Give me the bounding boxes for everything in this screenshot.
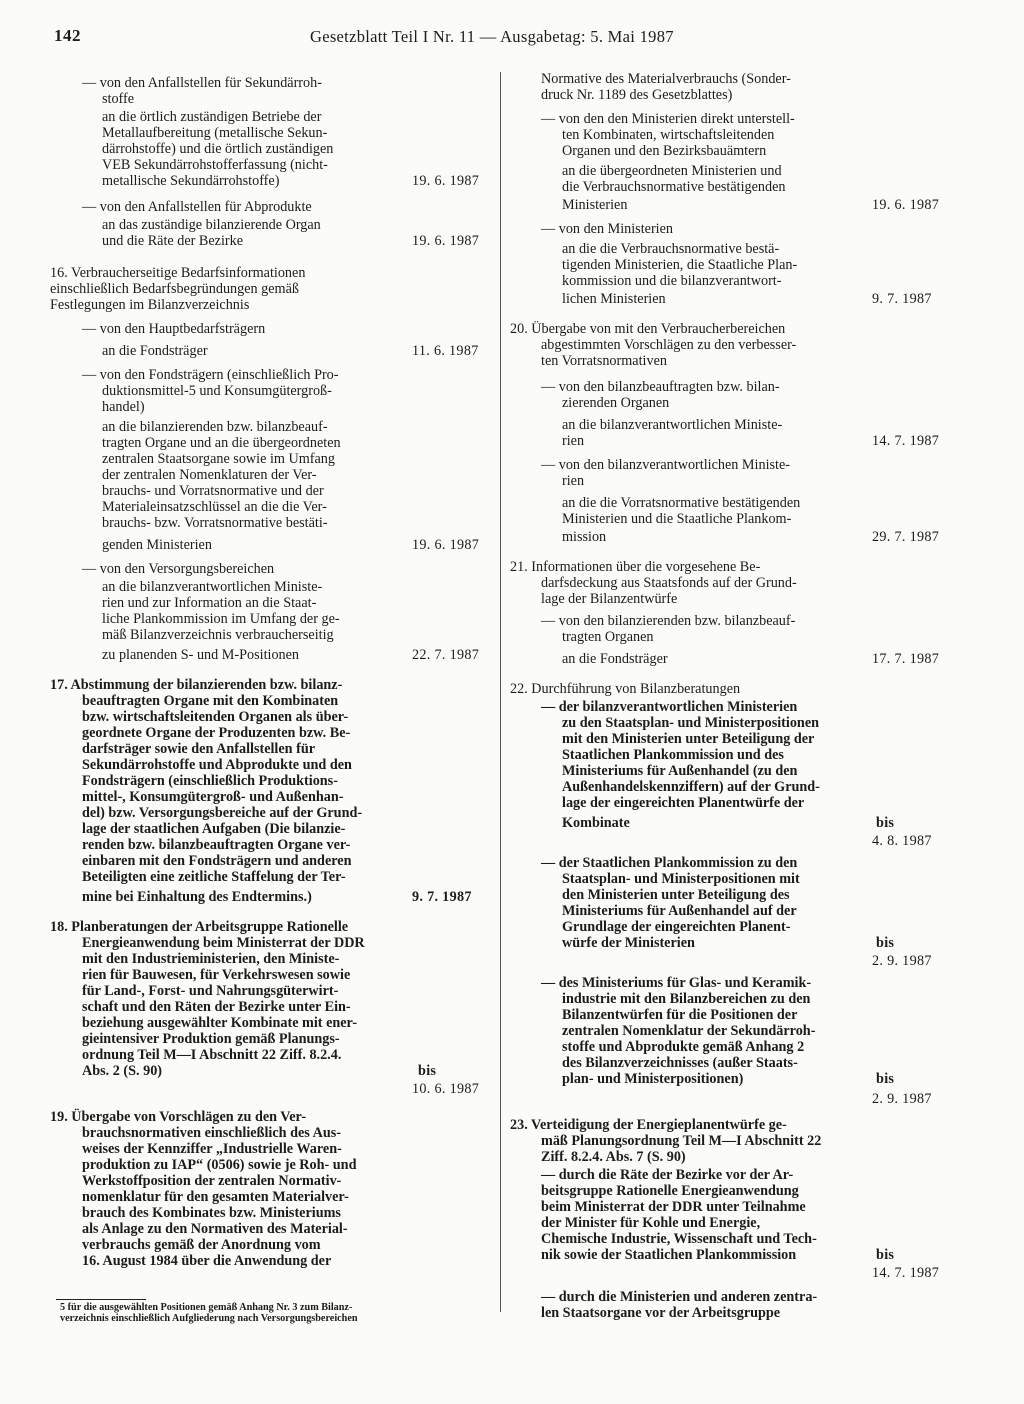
deadline-date: 14. 7. 1987 [872,433,940,449]
text-line: del) bzw. Versorgungsbereiche auf der Grund- [82,805,363,821]
text-line: Normative des Materialverbrauchs (Sonder- [541,71,791,87]
text-line: — von den Hauptbedarfsträgern [82,321,266,337]
text-line: genden Ministerien [102,537,212,553]
text-line: Bilanzentwürfen für die Positionen der [562,1007,798,1023]
text-line: — von den bilanzierenden bzw. bilanzbeauf- [541,613,796,629]
footnote-rule [56,1299,146,1300]
text-line: stoffe und Abprodukte gemäß Anhang 2 [562,1039,805,1055]
text-line: würfe der Ministerien [562,935,695,951]
text-line: tigenden Ministerien, die Staatliche Plan- [562,257,798,273]
text-line: 21. Informationen über die vorgesehene Be- [510,559,761,575]
text-line: gieintensiver Produktion gemäß Planungs- [82,1031,340,1047]
deadline-date: 2. 9. 1987 [872,953,932,969]
deadline-bis: bis [876,935,895,951]
text-line: an die Fondsträger [102,343,208,359]
deadline-date: 9. 7. 1987 [872,291,932,307]
text-line: Ministeriums für Außenhandel (zu den [562,763,798,779]
text-line: an die übergeordneten Ministerien und [562,163,782,179]
text-line: kommission und die bilanzverantwort- [562,273,782,289]
text-line: — von den den Ministerien direkt unterstell- [541,111,795,127]
text-line: industrie mit den Bilanzbereichen zu den [562,991,811,1007]
text-line: und die Räte der Bezirke [102,233,244,249]
deadline-date: 19. 6. 1987 [872,197,940,213]
text-line: rien und zur Information an die Staat- [102,595,317,611]
text-line: Organen und den Bezirksbauämtern [562,143,767,159]
text-line: den Ministerien unter Beteiligung des [562,887,790,903]
text-line: lage der staatlichen Aufgaben (Die bilanzie- [82,821,346,837]
text-line: an die bilanzverantwortlichen Ministe- [102,579,323,595]
text-line: zierenden Organen [562,395,670,411]
text-line: VEB Sekundärrohstofferfassung (nicht- [102,157,328,173]
text-line: bzw. wirtschaftsleitenden Organen als über- [82,709,349,725]
text-line: produktion zu IAP“ (0506) sowie je Roh- und [82,1157,357,1173]
text-line: renden bzw. bilanzbeauftragten Organe ver- [82,837,351,853]
text-line: weises der Kennziffer „Industrielle Waren- [82,1141,342,1157]
text-line: 19. Übergabe von Vorschlägen zu den Ver- [50,1109,307,1125]
text-line: mäß Bilanzverzeichnis verbraucherseitig [102,627,334,643]
text-line: len Staatsorgane vor der Arbeitsgruppe [541,1305,781,1321]
text-line: an die Fondsträger [562,651,668,667]
text-line: zentralen Nomenklatur der Sekundärroh- [562,1023,816,1039]
text-line: — von den Ministerien [541,221,674,237]
text-line: lage der eingereichten Planentwürfe der [562,795,805,811]
text-line: — von den bilanzbeauftragten bzw. bilan- [541,379,780,395]
column-divider [500,72,501,1312]
page-header [46,27,996,49]
text-line: brauchsnormativen einschließlich des Aus- [82,1125,341,1141]
text-line: für Land-, Forst- und Nahrungsgüterwirt- [82,983,339,999]
text-line: — des Ministeriums für Glas- und Keramik- [541,975,812,991]
text-line: beauftragten Organe mit den Kombinaten [82,693,339,709]
text-line: — von den Versorgungsbereichen [82,561,275,577]
text-line: nomenklatur für den gesamten Materialver- [82,1189,349,1205]
text-line: an die die Verbrauchsnormative bestä- [562,241,780,257]
deadline-bis: bis [876,1247,895,1263]
deadline-date: 29. 7. 1987 [872,529,940,545]
deadline-date: 19. 6. 1987 [412,173,480,189]
text-line: liche Plankommission im Umfang der ge- [102,611,340,627]
text-line: stoffe [102,91,135,107]
text-line: duktionsmittel-5 und Konsumgütergroß- [102,383,332,399]
text-line: Kombinate [562,815,630,831]
text-line: brauchs- bzw. Vorratsnormative bestäti- [102,515,328,531]
text-line: Chemische Industrie, Wissenschaft und Tech- [541,1231,817,1247]
text-line: ordnung Teil M—I Abschnitt 22 Ziff. 8.2.4. [82,1047,342,1063]
text-line: — durch die Räte der Bezirke vor der Ar- [541,1167,794,1183]
text-line: — durch die Ministerien und anderen zentra- [541,1289,818,1305]
text-line: beitsgruppe Rationelle Energieanwendung [541,1183,799,1199]
text-line: mäß Planungsordnung Teil M—I Abschnitt 22 [541,1133,822,1149]
text-line: lichen Ministerien [562,291,666,307]
text-line: mit den Ministerien unter Beteiligung der [562,731,815,747]
text-line: zentralen Staatsorgane sowie im Umfang [102,451,335,467]
deadline-date: 19. 6. 1987 [412,233,480,249]
text-line: 16. Verbraucherseitige Bedarfsinformationen [50,265,306,281]
deadline-bis: bis [418,1063,437,1079]
text-line: des Bilanzverzeichnisses (außer Staats- [562,1055,798,1071]
text-line: Ziff. 8.2.4. Abs. 7 (S. 90) [541,1149,686,1165]
text-line: Beteiligten eine zeitliche Staffelung der Ter- [82,869,346,885]
text-line: handel) [102,399,145,415]
text-line: 20. Übergabe von mit den Verbraucherbereichen [510,321,786,337]
text-line: an die bilanzverantwortlichen Ministe- [562,417,783,433]
text-line: brauchs- und Vorratsnormative und der [102,483,324,499]
text-line: rien [562,473,585,489]
text-line: rien [562,433,585,449]
text-line: mission [562,529,607,545]
deadline-date: 4. 8. 1987 [872,833,932,849]
text-line: brauch des Kombinates bzw. Ministeriums [82,1205,341,1221]
text-line: druck Nr. 1189 des Gesetzblattes) [541,87,733,103]
text-line: Ministerien [562,197,628,213]
text-line: beim Ministerrat der DDR unter Teilnahme [541,1199,806,1215]
text-line: — von den Anfallstellen für Abprodukte [82,199,312,215]
text-line: Werkstoffposition der zentralen Normativ- [82,1173,342,1189]
text-line: därrohstoffe) und die örtlich zuständigen [102,141,334,157]
deadline-date: 17. 7. 1987 [872,651,940,667]
text-line: die Verbrauchsnormative bestätigenden [562,179,786,195]
text-line: rien für Bauwesen, für Verkehrswesen sowie [82,967,351,983]
text-line: — von den Anfallstellen für Sekundärroh- [82,75,322,91]
text-line: 16. August 1984 über die Anwendung der [82,1253,332,1269]
deadline-date: 10. 6. 1987 [412,1081,480,1097]
text-line: tragten Organen [562,629,654,645]
text-line: nik sowie der Staatlichen Plankommission [541,1247,797,1263]
deadline-date: 14. 7. 1987 [872,1265,940,1281]
text-line: 17. Abstimmung der bilanzierenden bzw. bilanz- [50,677,343,693]
deadline-date: 19. 6. 1987 [412,537,480,553]
text-line: der Minister für Kohle und Energie, [541,1215,761,1231]
text-line: Abs. 2 (S. 90) [82,1063,163,1079]
text-line: 18. Planberatungen der Arbeitsgruppe Rationelle [50,919,349,935]
text-line: beziehung ausgewählter Kombinate mit ener- [82,1015,358,1031]
text-line: darfsdeckung aus Staatsfonds auf der Grund- [541,575,797,591]
text-line: 23. Verteidigung der Energieplanentwürfe ge- [510,1117,787,1133]
text-line: der zentralen Nomenklaturen der Ver- [102,467,317,483]
text-line: Festlegungen im Bilanzverzeichnis [50,297,250,313]
text-line: mit den Industrieministerien, den Ministe- [82,951,340,967]
text-line: Energieanwendung beim Ministerrat der DDR [82,935,365,951]
text-line: an die die Vorratsnormative bestätigenden [562,495,801,511]
text-line: plan- und Ministerpositionen) [562,1071,744,1087]
running-title: Gesetzblatt Teil I Nr. 11 — Ausgabetag: 5. Mai 1987 [310,27,674,46]
text-line: abgestimmten Vorschlägen zu den verbesser- [541,337,797,353]
deadline-bis: bis [876,1071,895,1087]
text-line: Ministeriums für Außenhandel auf der [562,903,797,919]
footnote-line: 5 für die ausgewählten Positionen gemäß Anhang Nr. 3 zum Bilanz- [60,1302,353,1313]
text-line: einbaren mit den Fondsträgern und anderen [82,853,352,869]
text-line: an die örtlich zuständigen Betriebe der [102,109,322,125]
text-line: mittel-, Konsumgütergroß- und Außenhan- [82,789,344,805]
text-line: schaft und den Räten der Bezirke unter Ein- [82,999,351,1015]
deadline-date: 22. 7. 1987 [412,647,480,663]
deadline-date: 2. 9. 1987 [872,1091,932,1107]
text-line: — der bilanzverantwortlichen Ministerien [541,699,798,715]
text-line: — von den Fondsträgern (einschließlich Pro- [82,367,339,383]
text-line: — von den bilanzverantwortlichen Ministe- [541,457,791,473]
text-line: Ministerien und die Staatliche Plankom- [562,511,792,527]
text-line: Staatsplan- und Ministerpositionen mit [562,871,800,887]
text-line: ten Vorratsnormativen [541,353,667,369]
text-line: lage der Bilanzentwürfe [541,591,678,607]
text-line: 22. Durchführung von Bilanzberatungen [510,681,741,697]
text-line: zu planenden S- und M-Positionen [102,647,300,663]
text-line: Sekundärrohstoffe und Abprodukte und den [82,757,352,773]
deadline-date: 11. 6. 1987 [412,343,479,359]
text-line: Metallaufbereitung (metallische Sekun- [102,125,328,141]
text-line: metallische Sekundärrohstoffe) [102,173,280,189]
page-number: 142 [54,26,81,45]
footnote-line: verzeichnis einschließlich Aufgliederung nach Versorgungsbereichen [60,1313,358,1324]
text-line: als Anlage zu den Normativen des Material- [82,1221,348,1237]
text-line: — der Staatlichen Plankommission zu den [541,855,798,871]
text-line: an die bilanzierenden bzw. bilanzbeauf- [102,419,328,435]
deadline-date: 9. 7. 1987 [412,889,472,905]
text-line: an das zuständige bilanzierende Organ [102,217,321,233]
text-line: Staatlichen Plankommission und des [562,747,784,763]
text-line: mine bei Einhaltung des Endtermins.) [82,889,312,905]
text-line: geordnete Organe der Produzenten bzw. Be- [82,725,351,741]
text-line: Fondsträgern (einschließlich Produktions- [82,773,338,789]
text-line: ten Kombinaten, wirtschaftsleitenden [562,127,775,143]
text-line: zu den Staatsplan- und Ministerpositionen [562,715,820,731]
text-line: Materialeinsatzschlüssel an die die Ver- [102,499,327,515]
deadline-bis: bis [876,815,895,831]
text-line: darfsträger sowie den Anfallstellen für [82,741,316,757]
text-line: verbrauchs gemäß der Anordnung vom [82,1237,321,1253]
text-line: tragten Organe und an die übergeordneten [102,435,341,451]
text-line: einschließlich Bedarfsbegründungen gemäß [50,281,299,297]
text-line: Grundlage der eingereichten Planent- [562,919,791,935]
text-line: Außenhandelskennziffern) auf der Grund- [562,779,820,795]
